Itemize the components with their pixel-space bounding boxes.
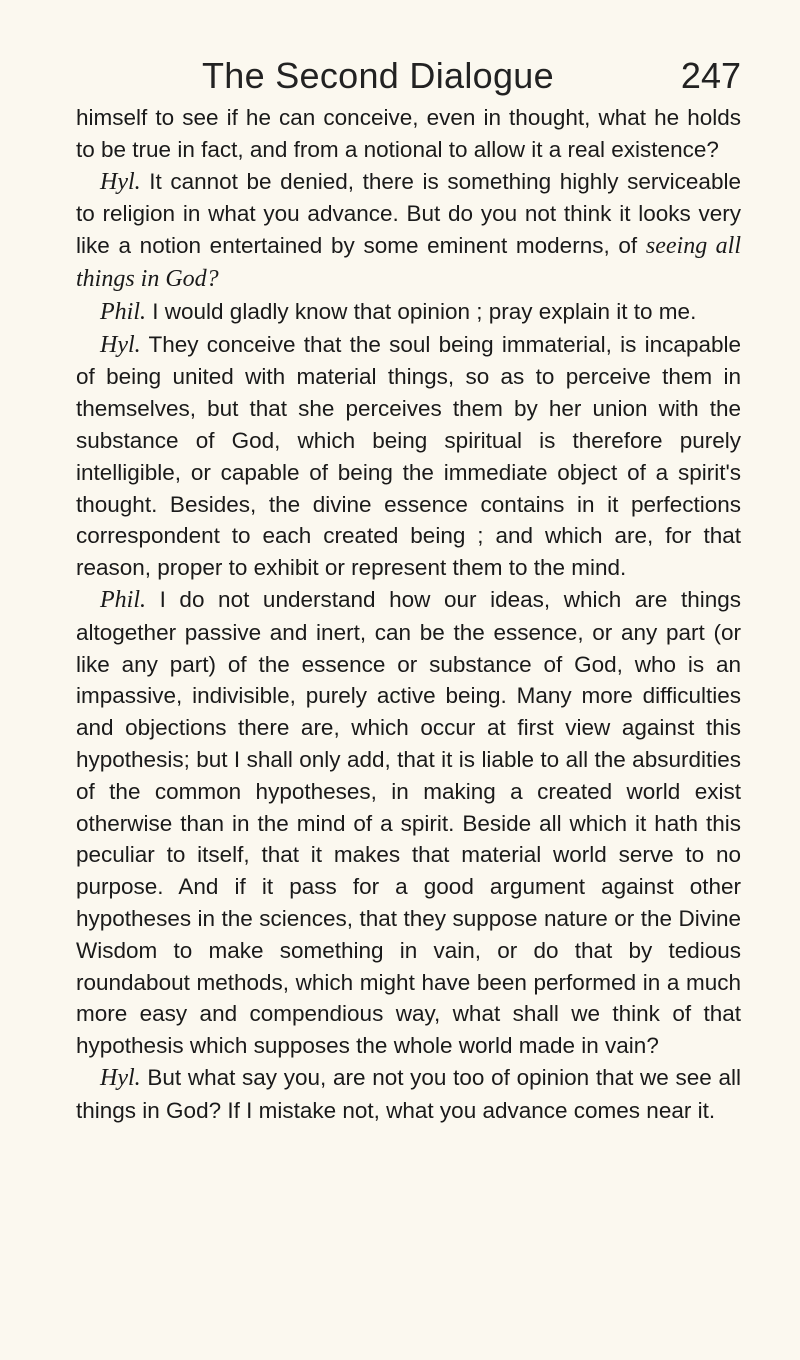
speaker-label: Phil.: [100, 298, 146, 325]
running-head: [76, 54, 741, 102]
speaker-label: Hyl.: [100, 331, 141, 358]
speaker-label: Phil.: [100, 586, 146, 613]
paragraph-hyl-2: [76, 329, 741, 584]
paragraph-hyl-3: [76, 1062, 741, 1127]
italic-phrase: seeing all things in God?: [76, 233, 741, 292]
paragraph-text: I would gladly know that opinion ; pray explain it to me.: [152, 298, 697, 324]
speaker-label: Hyl.: [100, 1064, 141, 1091]
paragraph-text: But what say you, are not you too of opinion that we see all things in God? If I mistake not, what you advance comes near it.: [76, 1064, 741, 1123]
paragraph-text: They conceive that the soul being immaterial, is incapable of being united with material things, so as to perceive them in themselves, but that she perceives them by her union with the substance of God, which being spiritual is therefore purely intelligible, or capable of being the immediate object of a spirit's thought. Besides, the divine essence contains in it perfections correspondent to each created being ; and which are, for that reason, proper to exhibit or represent them to the mind.: [76, 331, 741, 581]
paragraph-continuation: [76, 102, 741, 166]
speaker-label: Hyl.: [100, 168, 141, 195]
book-page: [76, 54, 741, 1127]
running-title: The Second Dialogue: [202, 55, 554, 96]
paragraph-text: I do not understand how our ideas, which are things altogether passive and inert, can be the essence, or any part (or like any part) of the essence or substance of God, who is an impassive, indivisible, purely active being. Many more difficulties and objections there are, which occur at first view against this hypothesis; but I shall only add, that it is liable to all the absurdities of the common hypotheses, in making a created world exist otherwise than in the mind of a spirit. Beside all which it hath this peculiar to itself, that it makes that material world serve to no purpose. And if it pass for a good argument against other hypotheses in the sciences, that they suppose nature or the Divine Wisdom to make something in vain, or do that by tedious roundabout methods, which might have been performed in a much more easy and compendious way, what shall we think of that hypothesis which supposes the whole world made in vain?: [76, 586, 741, 1059]
paragraph-hyl-1: [76, 166, 741, 296]
page-number: 247: [680, 55, 741, 96]
paragraph-text: himself to see if he can conceive, even in thought, what he holds to be true in fact, and from a notional to allow it a real existence?: [76, 105, 741, 162]
paragraph-text: It cannot be denied, there is something highly serviceable to religion in what you advance. But do you not think it looks very like a notion entertained by some eminent moderns, of: [76, 168, 741, 259]
paragraph-phil-1: [76, 296, 741, 329]
dialogue-text: [76, 102, 741, 1127]
paragraph-phil-2: [76, 584, 741, 1062]
